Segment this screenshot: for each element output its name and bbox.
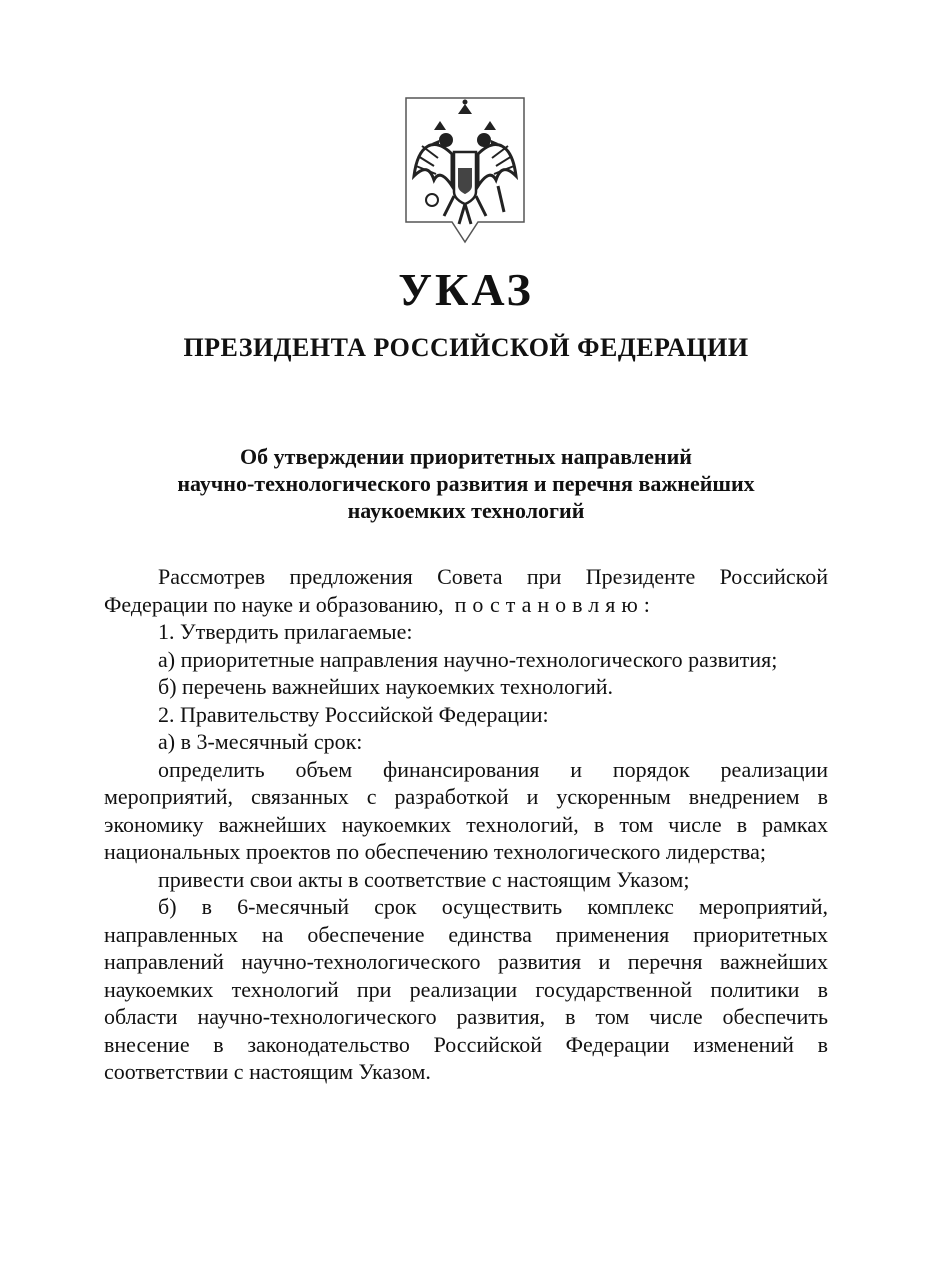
document-title: УКАЗ [398,264,534,315]
preamble-paragraph [104,563,828,618]
decree-body [104,563,828,1086]
decree-heading [120,443,812,524]
paragraph-2a-2: привести свои акты в соответствие с настоящим Указом; [158,866,690,892]
paragraph-1a: а) приоритетные направления научно-технологического развития; [158,646,778,672]
heading-line: научно-технологического развития и перечня важнейших [177,471,755,496]
paragraph-2a-1: определить объем финансирования и порядок реализации мероприятий, связанных с разработкой и ускоренным внедрением в экономику важнейших наукоемких технологий, в том числе в рамках национальных проектов по обеспечению технологического лидерства; [104,756,828,864]
heading-line: Об утверждении приоритетных направлений [240,444,692,469]
coat-of-arms-icon [404,96,526,246]
paragraph-1b: б) перечень важнейших наукоемких технологий. [158,674,614,699]
paragraph-2a: а) в 3-месячный срок: [158,729,363,754]
paragraph-2b: б) в 6-месячный срок осуществить комплекс мероприятий, направленных на обеспечение единства применения приоритетных направлений научно-технологического развития и перечня важнейших наукоемких технологий при реализации государственной политики в области научно-технологического развития, в том числе обеспечить внесение в законодательство Российской Федерации изменений в соответствии с настоящим Указом. [104,894,828,1084]
paragraph-1: 1. Утвердить прилагаемые: [158,619,413,644]
decree-word: постановляю: [454,591,656,617]
preamble-text: Рассмотрев предложения Совета при Президенте Российской Федерации по науке и образованию, [104,564,828,617]
heading-line: наукоемких технологий [347,498,585,523]
document-subtitle: ПРЕЗИДЕНТА РОССИЙСКОЙ ФЕДЕРАЦИИ [183,333,749,362]
paragraph-2: 2. Правительству Российской Федерации: [158,701,549,727]
